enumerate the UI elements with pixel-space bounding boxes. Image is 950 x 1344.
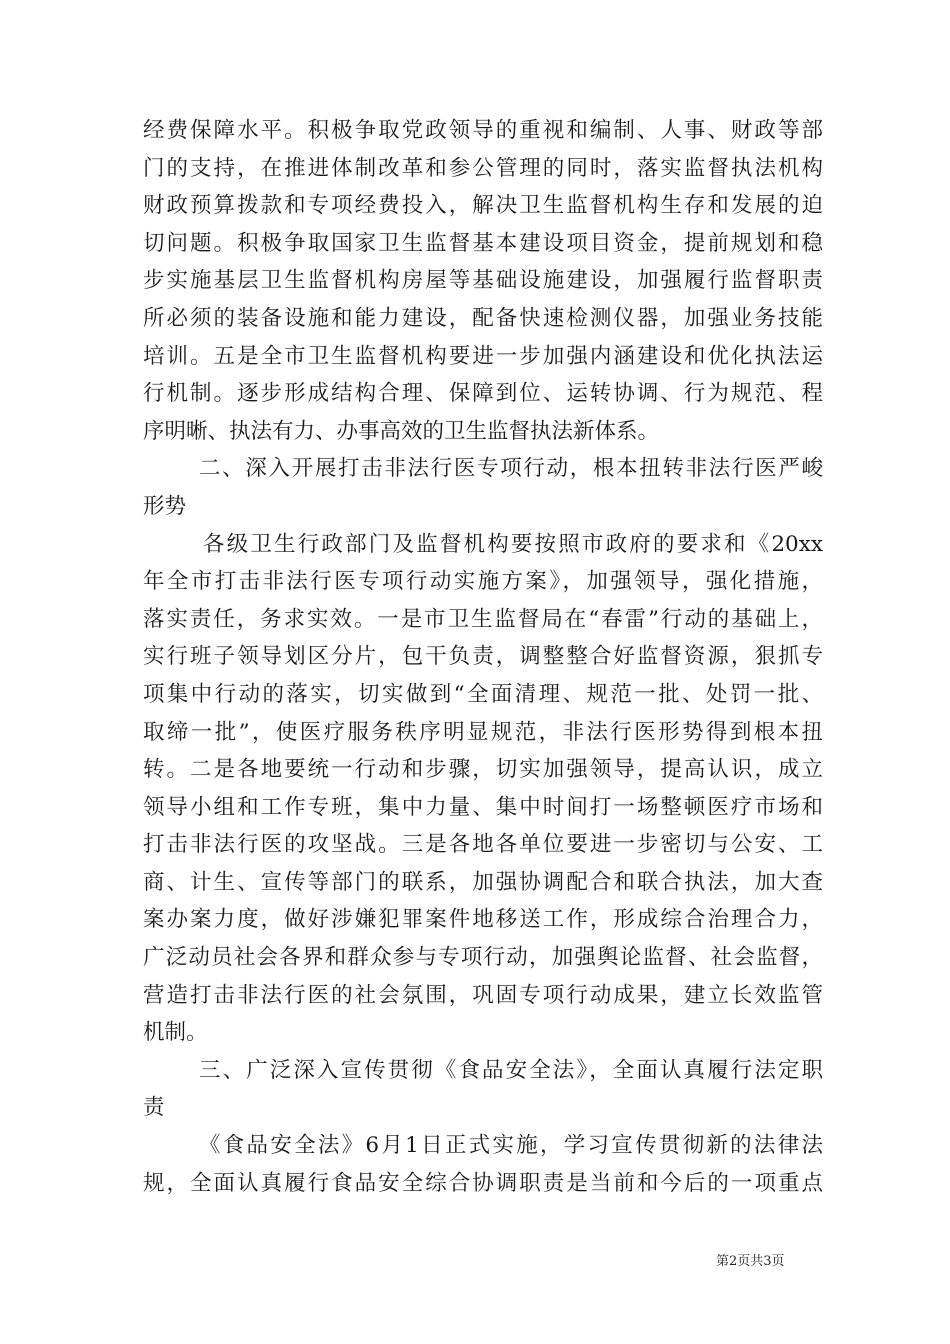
section-heading-3-cont: 责 [143, 1095, 165, 1121]
text-line: 案办案力度，做好涉嫌犯罪案件地移送工作，形成综合治理合力， [143, 907, 823, 933]
text-line: 所必须的装备设施和能力建设，配备快速检测仪器，加强业务技能 [143, 305, 823, 331]
page-number: 第2页共3页 [716, 1254, 785, 1269]
text-line: 各级卫生行政部门及监督机构要按照市政府的要求和《20xx [203, 531, 823, 557]
text-line: 转。二是各地要统一行动和步骤，切实加强领导，提高认识，成立 [143, 757, 823, 783]
document-body [143, 112, 823, 1202]
text-line: 落实责任，务求实效。一是市卫生监督局在“春雷”行动的基础上， [143, 606, 823, 632]
text-line: 项集中行动的落实，切实做到“全面清理、规范一批、处罚一批、 [143, 681, 823, 707]
text-line: 经费保障水平。积极争取党政领导的重视和编制、人事、财政等部 [143, 118, 823, 143]
text-line: 行机制。逐步形成结构合理、保障到位、运转协调、行为规范、程 [143, 381, 823, 407]
text-line: 财政预算拨款和专项经费投入，解决卫生监督机构生存和发展的迫 [143, 193, 823, 219]
text-line: 序明晰、执法有力、办事高效的卫生监督执法新体系。 [143, 418, 660, 444]
text-line: 《食品安全法》6月1日正式实施，学习宣传贯彻新的法律法 [199, 1133, 823, 1159]
text-line: 领导小组和工作专班，集中力量、集中时间打一场整顿医疗市场和 [143, 794, 823, 820]
text-line: 培训。五是全市卫生监督机构要进一步加强内涵建设和优化执法运 [143, 343, 823, 369]
section-heading-2-cont: 形势 [143, 493, 187, 519]
section-heading-2: 二、深入开展打击非法行医专项行动，根本扭转非法行医严峻 [199, 456, 823, 482]
text-line: 商、计生、宣传等部门的联系，加强协调配合和联合执法，加大查 [143, 869, 823, 895]
text-line: 步实施基层卫生监督机构房屋等基础设施建设，加强履行监督职责 [143, 268, 823, 294]
text-line: 门的支持，在推进体制改革和参公管理的同时，落实监督执法机构 [143, 155, 823, 181]
text-line: 切问题。积极争取国家卫生监督基本建设项目资金，提前规划和稳 [143, 230, 823, 256]
text-line: 打击非法行医的攻坚战。三是各地各单位要进一步密切与公安、工 [143, 832, 823, 858]
text-line: 规，全面认真履行食品安全综合协调职责是当前和今后的一项重点 [143, 1170, 823, 1196]
text-line: 机制。 [143, 1020, 208, 1046]
text-line: 营造打击非法行医的社会氛围，巩固专项行动成果，建立长效监管 [143, 982, 823, 1008]
section-heading-3: 三、广泛深入宣传贯彻《食品安全法》，全面认真履行法定职 [199, 1057, 823, 1083]
text-line: 实行班子领导划区分片，包干负责，调整整合好监督资源，狠抓专 [143, 644, 823, 670]
text-line: 广泛动员社会各界和群众参与专项行动，加强舆论监督、社会监督， [143, 945, 823, 971]
text-line: 取缔一批”，使医疗服务秩序明显规范，非法行医形势得到根本扭 [143, 719, 823, 745]
text-line: 年全市打击非法行医专项行动实施方案》，加强领导，强化措施， [143, 569, 823, 595]
